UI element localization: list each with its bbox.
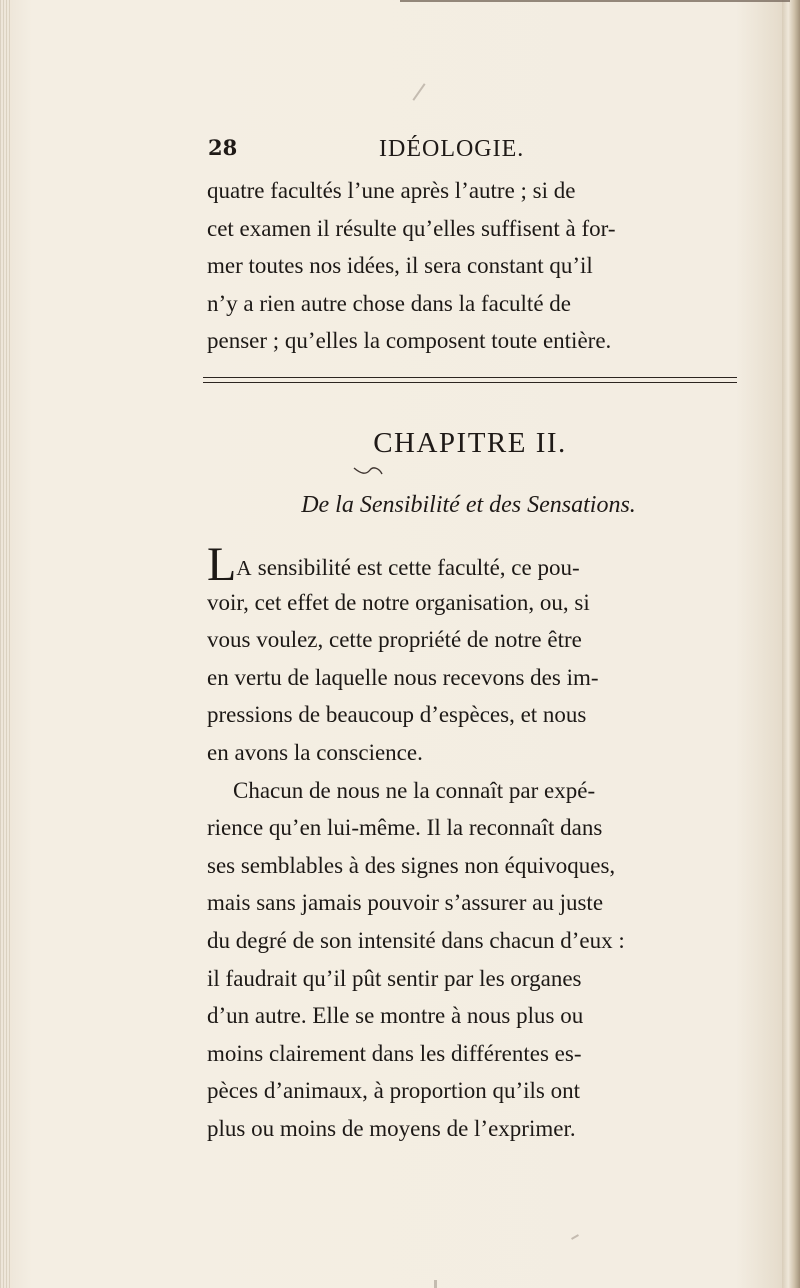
chapter-divider	[203, 377, 737, 384]
paragraph-first-line	[207, 538, 736, 591]
paragraph-line: il faudrait qu’il pût sentir par les organes	[207, 965, 582, 991]
first-line-rest: sensibilité est cette faculté, ce pou-	[252, 555, 580, 580]
right-page-edge	[782, 0, 800, 1288]
paragraph-line: plus ou moins de moyens de l’exprimer.	[207, 1115, 576, 1141]
paper-speck	[434, 1280, 437, 1288]
paragraph-line: moins clairement dans les différentes es-	[207, 1040, 582, 1066]
paragraph-line: rience qu’en lui-même. Il la reconnaît dans	[207, 815, 603, 841]
paragraph-line: mais sans jamais pouvoir s’assurer au juste	[207, 890, 604, 916]
small-capital-a: A	[236, 556, 252, 580]
paragraph-line: voir, cet effet de notre organisation, ou, si	[207, 589, 590, 615]
paragraph-line: Chacun de nous ne la connaît par expé-	[233, 777, 596, 803]
page-number: 28	[208, 135, 238, 160]
intro-line: mer toutes nos idées, il sera constant qu’il	[207, 253, 593, 279]
left-page-edge	[0, 0, 12, 1288]
top-page-border	[400, 0, 790, 2]
paragraph-line: pèces d’animaux, à proportion qu’ils ont	[207, 1078, 581, 1104]
intro-line: penser ; qu’elles la composent toute entière.	[207, 328, 612, 354]
paper-speck	[412, 83, 425, 101]
paragraph-line: vous voulez, cette propriété de notre être	[207, 627, 582, 653]
running-head: IDÉOLOGIE.	[379, 136, 525, 162]
chapter-body	[207, 538, 736, 1148]
intro-line: cet examen il résulte qu’elles suffisent à for-	[207, 215, 616, 241]
chapter-subtitle: De la Sensibilité et des Sensations.	[301, 492, 636, 518]
drop-cap: L	[207, 538, 237, 591]
paragraph-line: en avons la conscience.	[207, 739, 423, 765]
small-ornament-icon	[351, 466, 385, 478]
intro-text	[207, 172, 736, 360]
intro-line: n’y a rien autre chose dans la faculté de	[207, 290, 571, 316]
paragraph-line: en vertu de laquelle nous recevons des im-	[207, 664, 599, 690]
paragraph-line: ses semblables à des signes non équivoques,	[207, 852, 616, 878]
paragraph-line: pressions de beaucoup d’espèces, et nous	[207, 702, 587, 728]
chapter-title: CHAPITRE II.	[373, 427, 567, 459]
page-header	[208, 135, 628, 175]
paragraph-line: d’un autre. Elle se montre à nous plus ou	[207, 1003, 584, 1029]
paragraph-line: du degré de son intensité dans chacun d’eux :	[207, 927, 625, 953]
intro-line: quatre facultés l’une après l’autre ; si de	[207, 178, 576, 203]
paper-speck	[571, 1234, 579, 1240]
